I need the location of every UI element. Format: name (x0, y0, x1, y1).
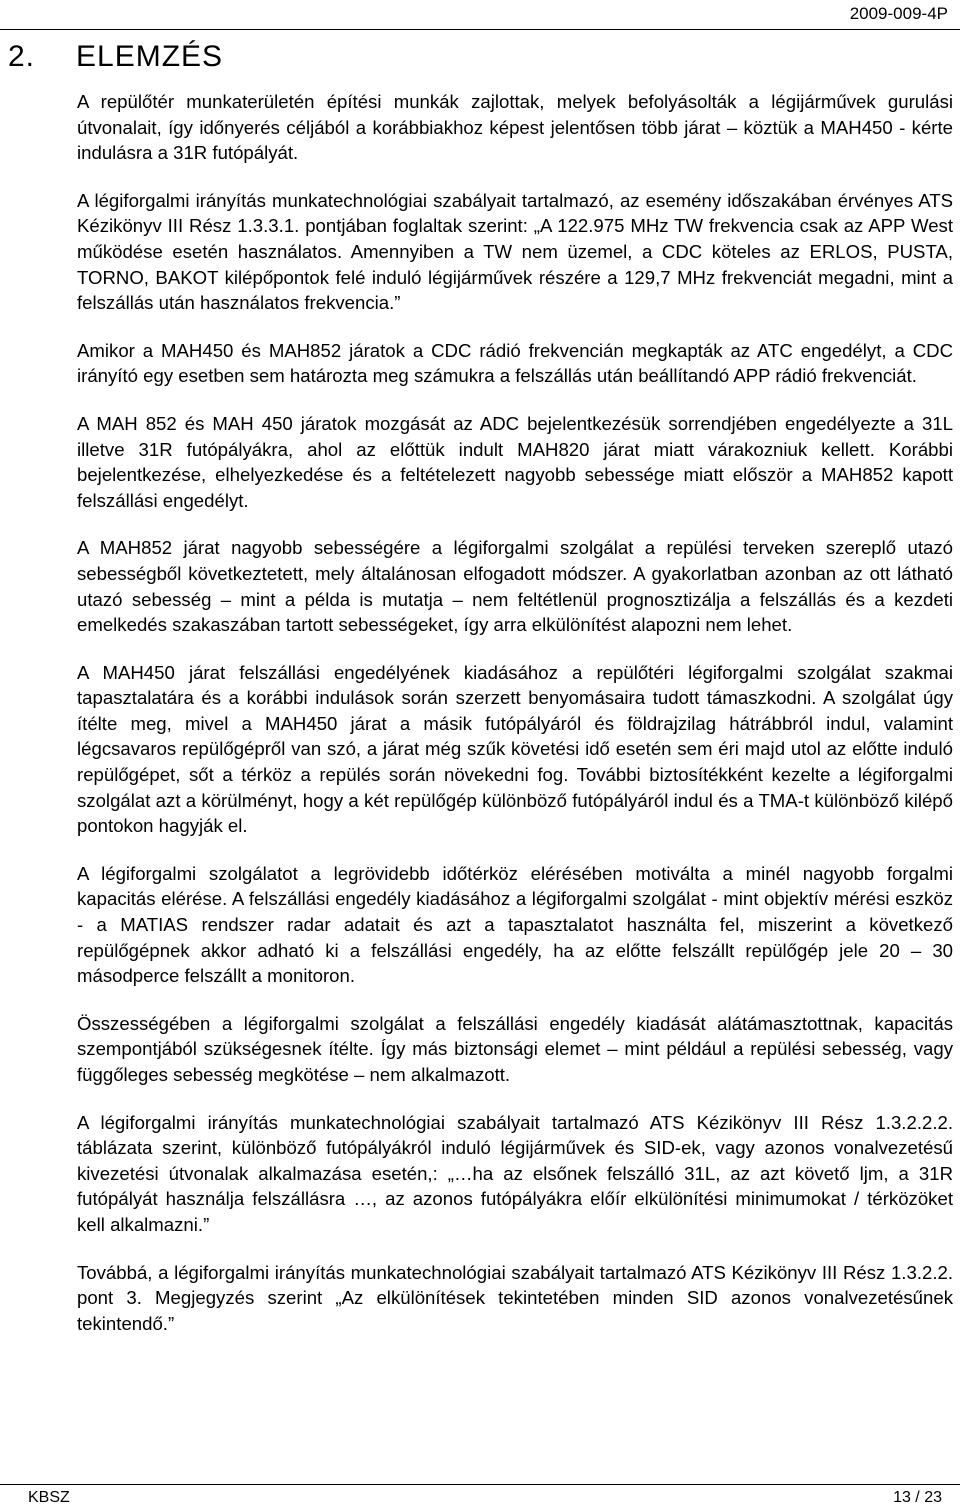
section-number: 2. (8, 40, 36, 73)
paragraph: Továbbá, a légiforgalmi irányítás munkatechnológiai szabályait tartalmazó ATS Kézikönyv III Rész 1.3.2.2. pont 3. Megjegyzés szerint „Az elkülönítések tekintetében minden SID azonos vonalvezetésűnek tekintendő.” (77, 1261, 953, 1334)
paragraph: A légiforgalmi irányítás munkatechnológiai szabályait tartalmazó, az esemény időszakában érvényes ATS Kézikönyv III Rész 1.3.3.1. pontjában foglaltak szerint: „A 122.975 MHz TW frekvencia csak az APP West működése esetén használatos. Amennyiben a TW nem üzemel, a CDC köteles az ERLOS, PUSTA, TORNO, BAKOT kilépőpontok felé induló légijárművek részére a 129,7 MHz frekvenciát megadni, mint a felszállás után használatos frekvencia.” (77, 189, 953, 314)
paragraph: A légiforgalmi irányítás munkatechnológiai szabályait tartalmazó ATS Kézikönyv III Rész 1.3.2.2.2. táblázata szerint, különböző futópályákról induló légijárművek és SID-ek, vagy azonos vonalvezetésű kivezetési útvonalak alkalmazása esetén,: „…ha az elsőnek felszálló 31L, az azt követő ljm, a 31R futópályát használja felszállásra …, az azonos futópályákra előír elkülönítési minimumokat / térközöket kell alkalmazni.” (77, 1111, 953, 1235)
page-number: 13 / 23 (893, 1489, 942, 1506)
paragraph: A MAH 852 és MAH 450 járatok mozgását az ADC bejelentkezésük sorrendjében engedélyezte a 31L illetve 31R futópályákra, ahol az előttük indult MAH820 járat miatt várakozniuk kellett. Korábbi bejelentkezése, elhelyezkedése és a feltételezett nagyobb sebessége miatt először a MAH852 kapott felszállási engedélyt. (77, 412, 953, 511)
paragraph: Összességében a légiforgalmi szolgálat a felszállási engedély kiadását alátámasztottnak, kapacitás szempontjából szükségesnek ítélte. Így más biztonsági elemet – mint például a repülési sebesség, vagy függőleges sebesség megkötése – nem alkalmazott. (77, 1012, 953, 1085)
document-body (77, 89, 953, 1358)
section-heading (8, 40, 223, 74)
footer-divider (0, 1484, 960, 1485)
paragraph: A légiforgalmi szolgálatot a legrövidebb időtérköz elérésében motiválta a minél nagyobb forgalmi kapacitás elérése. A felszállási engedély kiadásához a légiforgalmi szolgálat - mint objektív mérési eszköz - a MATIAS rendszer radar adatait és azt a tapasztalatot használta fel, miszerint a következő repülőgépnek akkor adható ki a felszállási engedély, ha az előtte felszállt repülőgép jele 20 – 30 másodperce felszállt a monitoron. (77, 862, 953, 987)
paragraph: A MAH450 járat felszállási engedélyének kiadásához a repülőtéri légiforgalmi szolgálat szakmai tapasztalatára és a korábbi indulások során szerzett benyomásaira tudott támaszkodni. A szolgálat úgy ítélte meg, mivel a MAH450 járat a másik futópályáról és földrajzilag hátrábbról indul, valamint légcsavaros repülőgépről van szó, a járat még szűk követési idő esetén sem éri majd utol az előtte induló repülőgépet, sőt a térköz a repülés során növekedni fog. További biztosítékként kezelte a légiforgalmi szolgálat azt a körülményt, hogy a két repülőgép különböző futópályáról indul és a TMA-t különböző kilépő pontokon hagyják el. (77, 661, 953, 837)
header-divider (0, 29, 960, 30)
paragraph: A repülőtér munkaterületén építési munkák zajlottak, melyek befolyásolták a légijárművek gurulási útvonalait, így időnyerés céljából a korábbiakhoz képest jelentősen több járat – köztük a MAH450 - kérte indulásra a 31R futópályát. (77, 91, 953, 164)
section-title: ELEMZÉS (76, 40, 224, 73)
paragraph: A MAH852 járat nagyobb sebességére a légiforgalmi szolgálat a repülési terveken szereplő utazó sebességből következtetett, mely általánosan elfogadott módszer. A gyakorlatban azonban az ott látható utazó sebesség – mint a példa is mutatja – nem feltétlenül prognosztizálja a felszállás és a kezdeti emelkedés szakaszában tartott sebességeket, így arra elkülönítést alapozni nem lehet. (77, 537, 953, 636)
document-id: 2009-009-4P (849, 4, 948, 23)
footer-organization: KBSZ (28, 1489, 70, 1506)
paragraph: Amikor a MAH450 és MAH852 járatok a CDC rádió frekvencián megkapták az ATC engedélyt, a CDC irányító egy esetben sem határozta meg számukra a felszállás után beállítandó APP rádió frekvenciát. (77, 339, 953, 387)
